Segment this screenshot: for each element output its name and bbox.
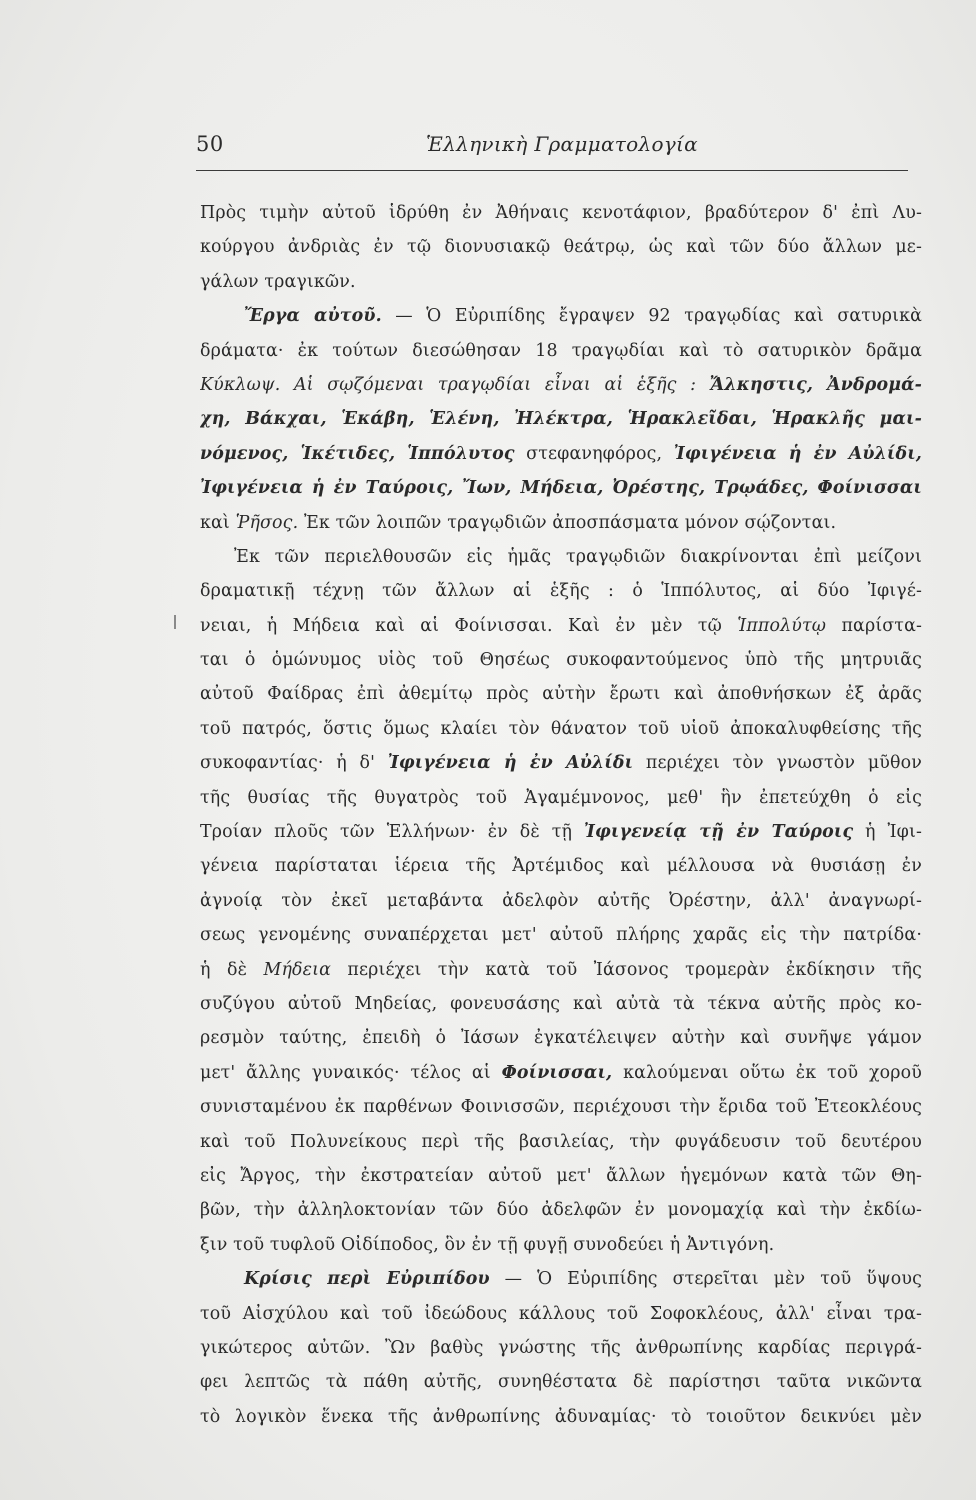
text-line: βῶν, τὴν ἀλληλοκτονίαν τῶν δύο ἀδελφῶν ἐν μονομαχίᾳ καὶ τὴν ἐκδίω- bbox=[200, 1200, 922, 1221]
text-line: Ἰφιγένεια ἡ ἐν Ταύροις, Ἴων, Μήδεια, Ὀρέστης, Τρῳάδες, Φοίνισσαι bbox=[200, 478, 922, 499]
emphasis-span: Ἄλκηστις, Ἀνδρομά- bbox=[709, 374, 922, 395]
text-span: συκοφαντίας· ἡ δ' bbox=[200, 753, 376, 774]
text-span: περιέχει τὸν γνωστὸν μῦθον bbox=[645, 753, 922, 774]
text-span: καὶ bbox=[200, 512, 230, 533]
text-span: — Ὁ Εὐριπίδης ἔγραψεν 92 τραγῳδίας καὶ σατυρικὰ bbox=[395, 306, 922, 327]
emphasis-span: Μήδεια bbox=[263, 959, 331, 980]
page-number: 50 bbox=[196, 132, 224, 156]
text-line: τὸ λογικὸν ἕνεκα τῆς ἀνθρωπίνης ἀδυναμίας· τὸ τοιοῦτον δεικνύει μὲν bbox=[200, 1406, 922, 1427]
emphasis-span: Φοίνισσαι, bbox=[501, 1062, 613, 1083]
text-line: ξιν τοῦ τυφλοῦ Οἰδίποδος, ὃν ἐν τῇ φυγῇ συνοδεύει ἡ Ἀντιγόνη. bbox=[200, 1234, 775, 1255]
section-heading: Κρίσις περὶ Εὐριπίδου bbox=[244, 1269, 490, 1290]
text-line: συνισταμένου ἐκ παρθένων Φοινισσῶν, περιέχουσι τὴν ἔριδα τοῦ Ἐτεοκλέους bbox=[200, 1097, 922, 1118]
text-line bbox=[200, 609, 922, 643]
text-line bbox=[200, 815, 922, 849]
emphasis-span: Ἰφιγένεια ἡ ἐν Αὐλίδι, bbox=[673, 443, 922, 464]
running-title: Ἑλληνικὴ Γραμματολογία bbox=[426, 132, 698, 156]
text-line bbox=[200, 506, 922, 540]
section-heading: Ἔργα αὐτοῦ. bbox=[244, 306, 382, 327]
emphasis-span: νόμενος, Ἱκέτιδες, Ἱππόλυτος bbox=[200, 443, 515, 464]
emphasis-span: Ῥῆσος. bbox=[235, 512, 299, 533]
text-line: κούργου ἀνδριὰς ἐν τῷ διονυσιακῷ θεάτρῳ, ὡς καὶ τῶν δύο ἄλλων με- bbox=[200, 237, 922, 258]
text-line: ἀγνοίᾳ τὸν ἐκεῖ μεταβάντα ἀδελφὸν αὐτῆς Ὀρέστην, ἀλλ' ἀναγνωρί- bbox=[200, 890, 922, 911]
text-span: περιέχει τὴν κατὰ τοῦ Ἰάσονος τρομερὰν ἐκδίκησιν τῆς bbox=[347, 959, 922, 980]
text-line bbox=[200, 368, 922, 402]
text-line: ται ὁ ὁμώνυμος υἱὸς τοῦ Θησέως συκοφαντούμενος ὑπὸ τῆς μητρυιᾶς bbox=[200, 650, 922, 671]
text-line: χη, Βάκχαι, Ἑκάβη, Ἑλένη, Ἠλέκτρα, Ἡρακλεῖδαι, Ἡρακλῆς μαι- bbox=[200, 409, 922, 430]
text-line: τοῦ Αἰσχύλου καὶ τοῦ ἰδεώδους κάλλους τοῦ Σοφοκλέους, ἀλλ' εἶναι τρα- bbox=[200, 1303, 922, 1324]
text-line: ρεσμὸν ταύτης, ἐπειδὴ ὁ Ἰάσων ἐγκατέλειψεν αὐτὴν καὶ συνῆψε γάμον bbox=[200, 1028, 922, 1049]
emphasis-span: Ἰφιγένεια ἡ ἐν Αὐλίδι bbox=[387, 753, 634, 774]
text-line: Ἐκ τῶν περιελθουσῶν εἰς ἡμᾶς τραγῳδιῶν διακρίνονται ἐπὶ μείζονι bbox=[234, 546, 922, 567]
emphasis-span: Ἱππολύτῳ bbox=[737, 615, 827, 636]
margin-mark bbox=[174, 615, 176, 629]
text-span: νειαι, ἡ Μήδεια καὶ αἱ Φοίνισσαι. Καὶ ἐν μὲν τῷ bbox=[200, 615, 722, 636]
text-line: Πρὸς τιμὴν αὐτοῦ ἱδρύθη ἐν Ἀθήναις κενοτάφιον, βραδύτερον δ' ἐπὶ Λυ- bbox=[200, 203, 922, 223]
text-line: συζύγου αὐτοῦ Μηδείας, φονευσάσης καὶ αὐτὰ τὰ τέκνα αὐτῆς πρὸς κο- bbox=[200, 993, 922, 1014]
text-line: εἰς Ἄργος, τὴν ἐκστρατείαν αὐτοῦ μετ' ἄλλων ἡγεμόνων κατὰ τῶν Θη- bbox=[200, 1165, 922, 1186]
text-line: φει λεπτῶς τὰ πάθη αὐτῆς, συνηθέστατα δὲ παρίστησι ταῦτα νικῶντα bbox=[200, 1372, 922, 1393]
text-line: δράματα· ἐκ τούτων διεσώθησαν 18 τραγῳδίαι καὶ τὸ σατυρικὸν δρᾶμα bbox=[200, 340, 922, 361]
section-heading-line bbox=[200, 299, 922, 333]
header-rule bbox=[196, 170, 908, 171]
section-heading-line bbox=[200, 1262, 922, 1296]
text-span: καλούμεναι οὕτω ἐκ τοῦ χοροῦ bbox=[623, 1062, 922, 1083]
text-line bbox=[200, 746, 922, 780]
text-line: τοῦ πατρός, ὅστις ὅμως κλαίει τὸν θάνατον τοῦ υἱοῦ ἀποκαλυφθείσης τῆς bbox=[200, 718, 922, 739]
text-line: δραματικῇ τέχνῃ τῶν ἄλλων αἱ ἑξῆς : ὁ Ἱππόλυτος, αἱ δύο Ἰφιγέ- bbox=[200, 581, 922, 602]
text-line bbox=[200, 437, 922, 471]
text-span: μετ' ἄλλης γυναικός· τέλος αἱ bbox=[200, 1062, 491, 1083]
text-line: σεως γενομένης συναπέρχεται μετ' αὐτοῦ πλήρης χαρᾶς εἰς τὴν πατρίδα· bbox=[200, 925, 922, 946]
text-span: Τροίαν πλοῦς τῶν Ἑλλήνων· ἐν δὲ τῇ bbox=[200, 822, 573, 843]
text-span: παρίστα- bbox=[841, 615, 922, 636]
emphasis-span: Ἰφιγενείᾳ τῇ ἐν Ταύροις bbox=[583, 822, 854, 843]
text-span: — Ὁ Εὐριπίδης στερεῖται μὲν τοῦ ὕψους bbox=[504, 1269, 922, 1290]
text-line: καὶ τοῦ Πολυνείκους περὶ τῆς βασιλείας, τὴν φυγάδευσιν τοῦ δευτέρου bbox=[200, 1131, 922, 1152]
text-line: γικώτερος αὐτῶν. Ὢν βαθὺς γνώστης τῆς ἀνθρωπίνης καρδίας περιγρά- bbox=[200, 1337, 922, 1358]
text-span: Ἐκ τῶν λοιπῶν τραγῳδιῶν ἀποσπάσματα μόνον σῴζονται. bbox=[303, 512, 837, 533]
text-span: ἡ Ἰφι- bbox=[865, 822, 922, 843]
page-header bbox=[196, 132, 908, 162]
text-line: τῆς θυσίας τῆς θυγατρὸς τοῦ Ἀγαμέμνονος, μεθ' ἣν ἐπετεύχθη ὁ εἰς bbox=[200, 787, 922, 808]
text-span: Κύκλωψ. Αἱ σῳζόμεναι τραγῳδίαι εἶναι αἱ ἑξῆς : bbox=[200, 374, 697, 395]
text-line bbox=[200, 953, 922, 987]
text-span: ἡ δὲ bbox=[200, 959, 248, 980]
text-line: γάλων τραγικῶν. bbox=[200, 271, 356, 292]
text-line bbox=[200, 1056, 922, 1090]
text-line: γένεια παρίσταται ἱέρεια τῆς Ἀρτέμιδος καὶ μέλλουσα νὰ θυσιάσῃ ἐν bbox=[200, 856, 922, 877]
text-line: αὐτοῦ Φαίδρας ἐπὶ ἀθεμίτῳ πρὸς αὐτὴν ἔρωτι καὶ ἀποθνήσκων ἐξ ἀρᾶς bbox=[200, 684, 922, 705]
text-span: στεφανηφόρος, bbox=[526, 443, 663, 464]
body-text bbox=[200, 196, 922, 1434]
